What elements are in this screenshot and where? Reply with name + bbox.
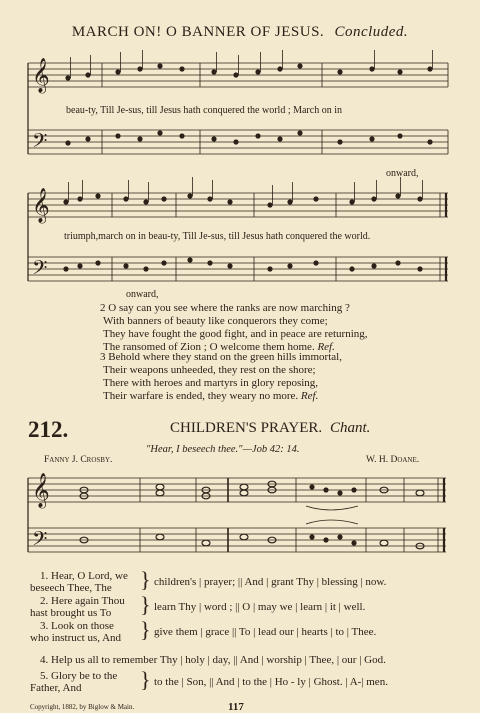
page-number: 117 — [228, 701, 244, 713]
svg-text:𝄞: 𝄞 — [32, 189, 50, 222]
chant-verse-1-left-2: beseech Thee, The — [30, 582, 112, 594]
system-1-treble-lyrics: beau-ty, Till Je-sus, till Jesus hath conquered the world ; March on in — [66, 105, 342, 116]
hymn-title-concluded: Concluded. — [334, 24, 409, 40]
music-staff-chant — [0, 466, 480, 576]
verse-2-line-2: With banners of beauty like conquerors they come; — [103, 315, 328, 327]
chant-verse-1-left: 1. Hear, O Lord, we — [40, 570, 128, 582]
chant-verse-3-left-2: who instruct us, And — [30, 632, 122, 644]
chant-verse-1-right: children's | prayer; || And | grant Thy | blessing | now. — [154, 576, 387, 588]
chant-verse-3-left: 3. Look on those — [40, 620, 114, 632]
chant-verse-2-right: learn Thy | word ; || O | may we | learn | it | well. — [154, 601, 366, 613]
chant-verse-3-right: give them | grace || To | lead our | hearts | to | Thee. — [154, 626, 377, 638]
hymn-2-title-text: CHILDREN'S PRAYER. — [170, 420, 323, 436]
svg-text:𝄢: 𝄢 — [32, 258, 48, 284]
verse-3-line-1: 3 Behold where they stand on the green hills immortal, — [100, 351, 342, 363]
verse-2 — [100, 302, 460, 354]
svg-text:𝄢: 𝄢 — [32, 529, 48, 555]
hymn-2-title — [170, 420, 370, 437]
verse-2-line-1: 2 O say can you see where the ranks are now marching ? — [100, 302, 350, 314]
copyright-notice: Copyright, 1882, by Biglow & Main. — [30, 703, 135, 711]
system-2-bass-lyrics: onward, — [126, 289, 159, 300]
verse-3-line-2: Their weapons unheeded, they rest on the shore; — [103, 364, 316, 376]
system-1-bass-lyrics: onward, — [386, 168, 419, 179]
verse-2-line-4: The ransomed of Zion ; O welcome them home. — [103, 341, 315, 353]
chant-verse-4: 4. Help us all to remember Thy | holy | day, || And | worship | Thee, | our | God. — [40, 654, 386, 666]
svg-text:𝄞: 𝄞 — [32, 59, 50, 92]
verse-3-line-3: There with heroes and martyrs in glory reposing, — [103, 377, 319, 389]
svg-text:𝄢: 𝄢 — [32, 131, 48, 157]
chant-verse-5-right: to the | Son, || And | to the | Ho - ly | Ghost. | A-| men. — [154, 676, 388, 688]
verse-2-line-3: They have fought the good fight, and in peace are returning, — [103, 328, 368, 340]
composer-credit: W. H. Doane. — [366, 455, 420, 465]
chant-verse-2-left-2: hast brought us To — [30, 607, 112, 619]
brace-icon: } — [140, 592, 151, 617]
chant-verse-5-left: 5. Glory be to the — [40, 670, 118, 682]
hymn-title-text: MARCH ON! O BANNER OF JESUS. — [71, 24, 325, 40]
svg-text:𝄞: 𝄞 — [32, 474, 50, 507]
brace-icon: } — [140, 667, 151, 692]
verse-3 — [100, 351, 460, 403]
chant-verse-5-left-2: Father, And — [30, 682, 82, 694]
chant-verse-2-left: 2. Here again Thou — [40, 595, 125, 607]
scripture-quote: "Hear, I beseech thee."—Job 42: 14. — [146, 444, 300, 455]
system-2-treble-lyrics: triumph,march on in beau-ty, Till Je-sus, till Jesus hath conquered the world. — [64, 231, 371, 242]
hymn-number: 212. — [28, 417, 69, 442]
brace-icon: } — [140, 567, 151, 592]
hymn-title — [0, 24, 480, 41]
brace-icon: } — [140, 617, 151, 642]
verse-2-ref: Ref. — [317, 341, 335, 353]
verse-3-line-4: Their warfare is ended, they weary no more. — [103, 390, 299, 402]
author-credit: Fanny J. Crosby. — [44, 455, 113, 465]
hymn-2-subtitle: Chant. — [329, 420, 371, 436]
verse-3-ref: Ref. — [300, 390, 319, 402]
music-staff-system-2 — [0, 185, 480, 305]
